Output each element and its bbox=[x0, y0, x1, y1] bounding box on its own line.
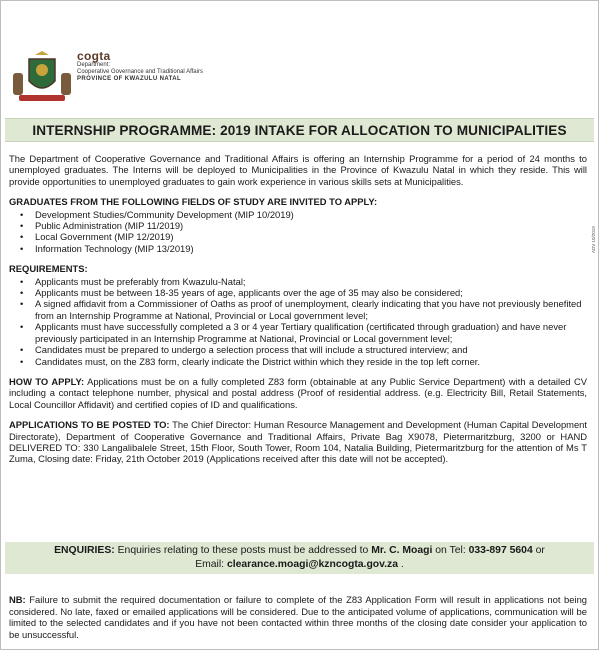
bullet-icon: • bbox=[20, 287, 24, 299]
fields-list bbox=[9, 209, 587, 255]
nb-paragraph bbox=[9, 594, 587, 640]
contact-phone: 033-897 5604 bbox=[468, 545, 533, 556]
list-item: • Applicants must be preferably from Kwazulu-Natal; bbox=[20, 275, 246, 287]
posted-to-label: APPLICATIONS TO BE POSTED TO: bbox=[9, 419, 170, 431]
requirements-heading: REQUIREMENTS: bbox=[9, 263, 88, 275]
contact-email-link[interactable]: clearance.moagi@kzncogta.gov.za bbox=[226, 559, 399, 570]
bullet-icon: • bbox=[20, 220, 24, 232]
requirements-list bbox=[9, 276, 587, 367]
department-logo bbox=[11, 49, 311, 109]
posted-to-text: The Chief Director: Human Resource Management and Development (Human Capital Development Directorate), Department of Cooperative Governance and Traditional Affairs, Private Bag X9078, Pietermaritzburg, 3200 or HAND DELIVERED TO: 330 Langalibalele Street, 15th Floor, South Tower, Room 104, Natalia Building, Pietermaritzburg for the attention of Ms T Zuma, Closing date: Friday, 21th October 2019 (Applications received after this date will not be accepted). bbox=[9, 419, 588, 465]
nb-text: Failure to submit the required documentation or failure to complete of the Z83 Application Form will result in applications not being considered. No late, faxed or emailed applications will be considered. Due to the anticipated volume of applications, communication will be limited to the selected candidates and if you have not been contacted within three months of the closing date consider your application to be unsuccessful. bbox=[9, 594, 587, 640]
contact-name: Mr. C. Moagi bbox=[371, 545, 433, 556]
list-item: • Local Government (MIP 12/2019) bbox=[20, 231, 174, 243]
bullet-icon: • bbox=[20, 275, 24, 287]
enquiries-label: ENQUIRIES: bbox=[54, 545, 115, 556]
bullet-icon: • bbox=[20, 242, 24, 254]
list-item: • Applicants must be between 18-35 years of age, applicants over the age of 35 may also be considered; bbox=[20, 287, 463, 299]
list-item: • A signed affidavit from a Commissioner of Oaths as proof of unemployment, clearly indicating that you have not previously benefited from an Internship Programme at National, Provincial or Local government level; bbox=[20, 298, 582, 321]
enquiries-text: Enquiries relating to these posts must be addressed to bbox=[117, 545, 369, 556]
nb-label: NB: bbox=[9, 594, 26, 606]
list-item: • Applicants must have successfully completed a 3 or 4 year Tertiary qualification (certificated through graduation) and have never previously participated in an Internship Programme at National, Provincial or Local government level; bbox=[20, 321, 567, 344]
page-title: INTERNSHIP PROGRAMME: 2019 INTAKE FOR ALLOCATION TO MUNICIPALITIES bbox=[5, 118, 594, 142]
how-to-apply-paragraph bbox=[9, 376, 587, 410]
bullet-icon: • bbox=[20, 344, 24, 356]
email-label: Email: bbox=[195, 559, 225, 570]
bullet-icon: • bbox=[20, 208, 24, 220]
how-to-apply-text: Applications must be on a fully completed Z83 form (obtainable at any Public Service Department) with a detailed CV including a contact telephone number, physical and postal address (Proof of residential address. (e.g. Electricity Bill, Retail Statements, Local Councillor Affidavit) and certified copies of ID and qualifications. bbox=[9, 375, 587, 410]
enquiries-end: . bbox=[400, 559, 404, 570]
bullet-icon: • bbox=[20, 298, 24, 310]
logo-line-name: Cooperative Governance and Traditional Affairs bbox=[77, 69, 203, 75]
logo-line-province: PROVINCE OF KWAZULU NATAL bbox=[77, 76, 182, 82]
bullet-icon: • bbox=[20, 231, 24, 243]
fields-heading: GRADUATES FROM THE FOLLOWING FIELDS OF STUDY ARE INVITED TO APPLY: bbox=[9, 196, 378, 208]
list-item: • Public Administration (MIP 11/2019) bbox=[20, 220, 184, 232]
coat-of-arms-icon bbox=[11, 51, 73, 103]
advert-reference: ADV 10/2019 bbox=[591, 226, 596, 253]
bullet-icon: • bbox=[20, 321, 24, 333]
intro-paragraph: The Department of Cooperative Governance and Traditional Affairs is offering an Internship Programme for a period of 24 months to unemployed graduates. The Interns will be deployed to Municipalities in the Province of Kwazulu Natal in which they reside. This will provide opportunities to unemployed graduates to gain work experience in various skills sets at Municipalities. bbox=[9, 153, 587, 187]
tel-label: on Tel: bbox=[435, 545, 466, 556]
list-item: • Information Technology (MIP 13/2019) bbox=[20, 242, 194, 254]
posted-to-paragraph bbox=[9, 419, 587, 465]
advert-body bbox=[9, 153, 587, 474]
or-text: or bbox=[535, 545, 545, 556]
how-to-apply-label: HOW TO APPLY: bbox=[9, 375, 85, 387]
bullet-icon: • bbox=[20, 355, 24, 367]
logo-brand: cogta bbox=[77, 49, 111, 63]
logo-text bbox=[77, 49, 203, 83]
logo-line-department: Department: bbox=[77, 62, 111, 68]
enquiries-band bbox=[5, 542, 594, 574]
list-item: • Development Studies/Community Development (MIP 10/2019) bbox=[20, 208, 294, 220]
list-item: • Candidates must, on the Z83 form, clearly indicate the District within which they reside in the top left corner. bbox=[20, 355, 481, 367]
list-item: • Candidates must be prepared to undergo a selection process that will include a structured interview; and bbox=[20, 344, 468, 356]
